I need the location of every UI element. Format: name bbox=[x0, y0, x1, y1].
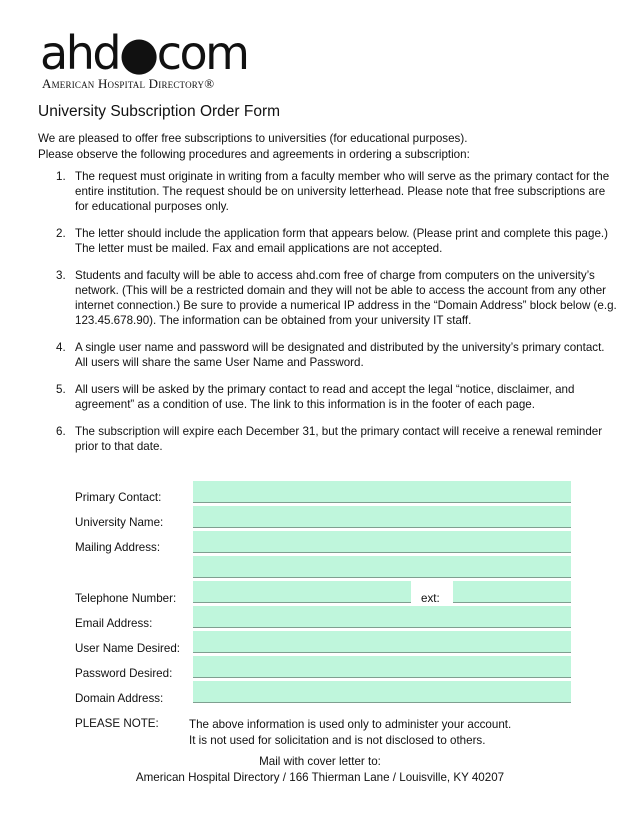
rule-number: 6. bbox=[56, 425, 66, 438]
rule-text: The subscription will expire each December 31, but the primary contact will receive a renewal reminder prior to that date. bbox=[75, 425, 603, 453]
rule-item bbox=[38, 268, 618, 328]
rule-number: 1. bbox=[56, 170, 66, 183]
rule-item bbox=[38, 226, 618, 256]
telephone-field[interactable] bbox=[193, 581, 411, 603]
rule-text: A single user name and password will be designated and distributed by the university’s primary contact. All users will share the same User Name and Password. bbox=[75, 341, 605, 369]
logo-wordmark: ahd●com bbox=[40, 26, 248, 80]
mailing-address-field-1[interactable] bbox=[193, 531, 571, 553]
rule-number: 5. bbox=[56, 383, 66, 396]
email-field[interactable] bbox=[193, 606, 571, 628]
username-label: User Name Desired: bbox=[75, 642, 181, 655]
mailing-address-label: Mailing Address: bbox=[75, 541, 161, 554]
rule-text: Students and faculty will be able to access ahd.com free of charge from computers on the university’s network. (This will be a restricted domain and they will not be able to access the account from any other internet connection.) Be sure to provide a numerical IP address in the “Domain Address” block below (e.g. 123.45.678.90). The information can be obtained from your university IT staff. bbox=[75, 269, 617, 327]
intro-line-2: Please observe the following procedures and agreements in ordering a subscription: bbox=[38, 148, 470, 161]
rules-list bbox=[38, 169, 618, 466]
rule-number: 3. bbox=[56, 269, 66, 282]
page-title: University Subscription Order Form bbox=[38, 103, 281, 120]
logo-dot-icon: ● bbox=[119, 26, 157, 80]
domain-address-field[interactable] bbox=[193, 681, 571, 703]
password-field[interactable] bbox=[193, 656, 571, 678]
note-text bbox=[189, 717, 511, 749]
note-line-2: It is not used for solicitation and is not disclosed to others. bbox=[189, 734, 486, 747]
mailing-address: American Hospital Directory / 166 Thierman Lane / Louisville, KY 40207 bbox=[135, 771, 505, 784]
rule-item bbox=[38, 424, 618, 454]
intro-line-1: We are pleased to offer free subscriptions to universities (for educational purposes). bbox=[38, 132, 468, 145]
rule-text: All users will be asked by the primary contact to read and accept the legal “notice, disclaimer, and agreement” as a condition of use. The link to this information is in the footer of each page. bbox=[75, 383, 575, 411]
note-line-1: The above information is used only to administer your account. bbox=[189, 718, 512, 731]
rule-number: 4. bbox=[56, 341, 66, 354]
rule-item bbox=[38, 169, 618, 214]
telephone-label: Telephone Number: bbox=[75, 592, 177, 605]
username-field[interactable] bbox=[193, 631, 571, 653]
ext-field[interactable] bbox=[453, 581, 571, 603]
note-label: PLEASE NOTE: bbox=[75, 717, 159, 730]
rule-item bbox=[38, 382, 618, 412]
primary-contact-label: Primary Contact: bbox=[75, 491, 162, 504]
mailing-address-field-2[interactable] bbox=[193, 556, 571, 578]
rule-item bbox=[38, 340, 618, 370]
email-label: Email Address: bbox=[75, 617, 153, 630]
rule-text: The request must originate in writing from a faculty member who will serve as the primary contact for the entire institution. The request should be on university letterhead. Please note that free subscriptions are for educational purposes only. bbox=[75, 170, 610, 213]
password-label: Password Desired: bbox=[75, 667, 173, 680]
mail-instructions: Mail with cover letter to: bbox=[259, 755, 381, 768]
logo-subtitle: American Hospital Directory® bbox=[42, 76, 215, 91]
university-name-field[interactable] bbox=[193, 506, 571, 528]
intro-text bbox=[38, 131, 618, 163]
university-name-label: University Name: bbox=[75, 516, 164, 529]
rule-number: 2. bbox=[56, 227, 66, 240]
ahd-logo bbox=[40, 26, 280, 96]
ext-label: ext: bbox=[421, 592, 440, 605]
rule-text: The letter should include the application form that appears below. (Please print and complete this page.) The letter must be mailed. Fax and email applications are not accepted. bbox=[75, 227, 608, 255]
primary-contact-field[interactable] bbox=[193, 481, 571, 503]
domain-address-label: Domain Address: bbox=[75, 692, 164, 705]
